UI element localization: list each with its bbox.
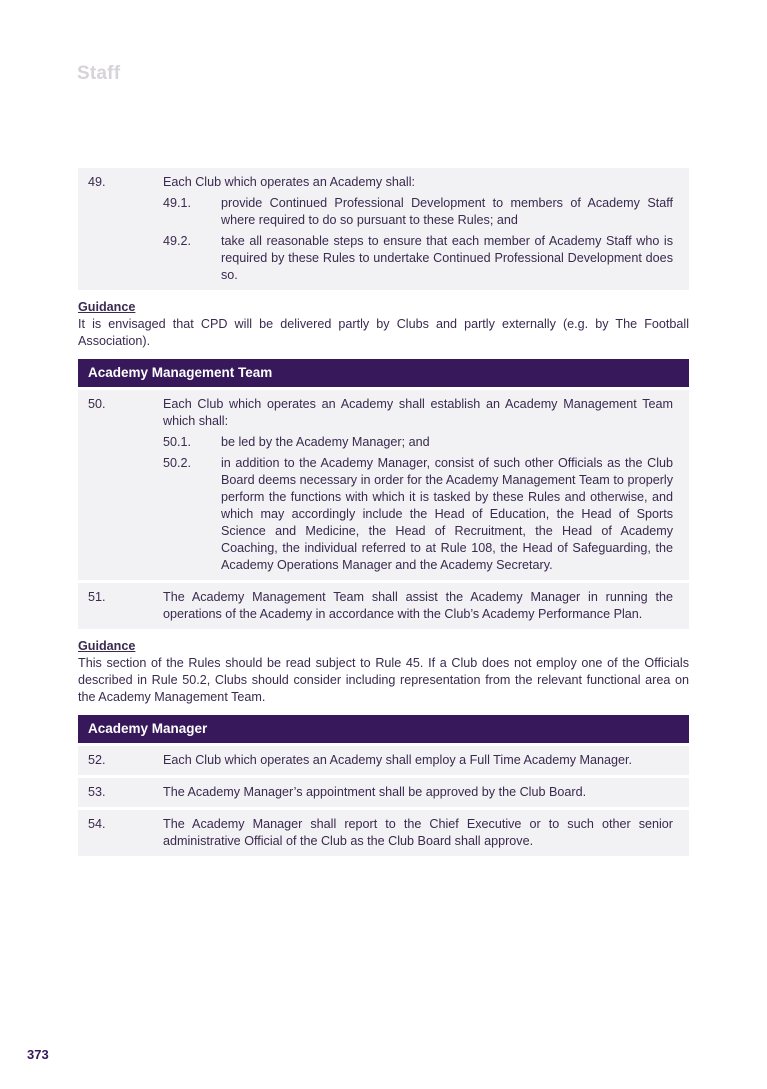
rule-text: The Academy Manager shall report to the Chief Executive or to such other senior administrative Official of the Club as the Club Board shall approve. (163, 817, 673, 848)
rule-text: Each Club which operates an Academy shall employ a Full Time Academy Manager. (163, 753, 633, 767)
subrule-number: 50.2. (163, 456, 192, 470)
subrule-text: in addition to the Academy Manager, consist of such other Officials as the Club Board deems necessary in order for the Academy Management Team to properly perform the functions with which it is tasked by these Rules and otherwise, and which may accordingly include the Head of Education, the Head of Sports Science and Medicine, the Head of Recruitment, the Head of Academy Coaching, the individual referred to at Rule 108, the Head of Safeguarding, the Academy Operations Manager and the Academy Secretary. (221, 456, 673, 572)
subrule-text: be led by the Academy Manager; and (221, 435, 430, 449)
section-header-academy-manager: Academy Manager (78, 715, 689, 743)
rule-number: 54. (88, 817, 106, 831)
rule-53 (78, 784, 689, 801)
rule-text: Each Club which operates an Academy shall: (163, 175, 416, 189)
rule-50-2 (78, 455, 689, 574)
guidance-label: Guidance (78, 639, 136, 653)
rule-number: 53. (88, 785, 106, 799)
rules-content (78, 168, 689, 859)
rule-51-block (78, 583, 689, 629)
rule-50-block (78, 390, 689, 580)
guidance-text: This section of the Rules should be read subject to Rule 45. If a Club does not employ one of the Officials described in Rule 50.2, Clubs should consider including representation from the relevant functional area on the Academy Management Team. (78, 656, 689, 704)
rule-number: 50. (88, 397, 106, 411)
rule-text: The Academy Manager’s appointment shall be approved by the Club Board. (163, 785, 587, 799)
rule-49 (78, 174, 689, 191)
rule-number: 51. (88, 590, 106, 604)
rule-50 (78, 396, 689, 430)
rule-51 (78, 589, 689, 623)
rule-number: 52. (88, 753, 106, 767)
page-heading: Staff (77, 63, 121, 84)
rule-49-1 (78, 195, 689, 229)
guidance-label: Guidance (78, 300, 136, 314)
rule-52-block (78, 746, 689, 775)
subrule-number: 50.1. (163, 435, 192, 449)
rule-number: 49. (88, 175, 106, 189)
subrule-text: provide Continued Professional Development to members of Academy Staff where required to do so pursuant to these Rules; and (221, 196, 673, 227)
rule-49-block (78, 168, 689, 290)
rule-50-1 (78, 434, 689, 451)
rule-52 (78, 752, 689, 769)
rule-53-block (78, 778, 689, 807)
rule-text: Each Club which operates an Academy shall establish an Academy Management Team which shall: (163, 397, 673, 428)
section-header-academy-management-team: Academy Management Team (78, 359, 689, 387)
rule-49-2 (78, 233, 689, 284)
rule-54-block (78, 810, 689, 856)
rule-text: The Academy Management Team shall assist the Academy Manager in running the operations of the Academy in accordance with the Club’s Academy Performance Plan. (163, 590, 673, 621)
page-number: 373 (27, 1047, 49, 1062)
guidance-text: It is envisaged that CPD will be delivered partly by Clubs and partly externally (e.g. by The Football Association). (78, 317, 689, 348)
subrule-number: 49.1. (163, 196, 192, 210)
rule-54 (78, 816, 689, 850)
subrule-number: 49.2. (163, 234, 192, 248)
subrule-text: take all reasonable steps to ensure that each member of Academy Staff who is required by these Rules to undertake Continued Professional Development does so. (221, 234, 673, 282)
